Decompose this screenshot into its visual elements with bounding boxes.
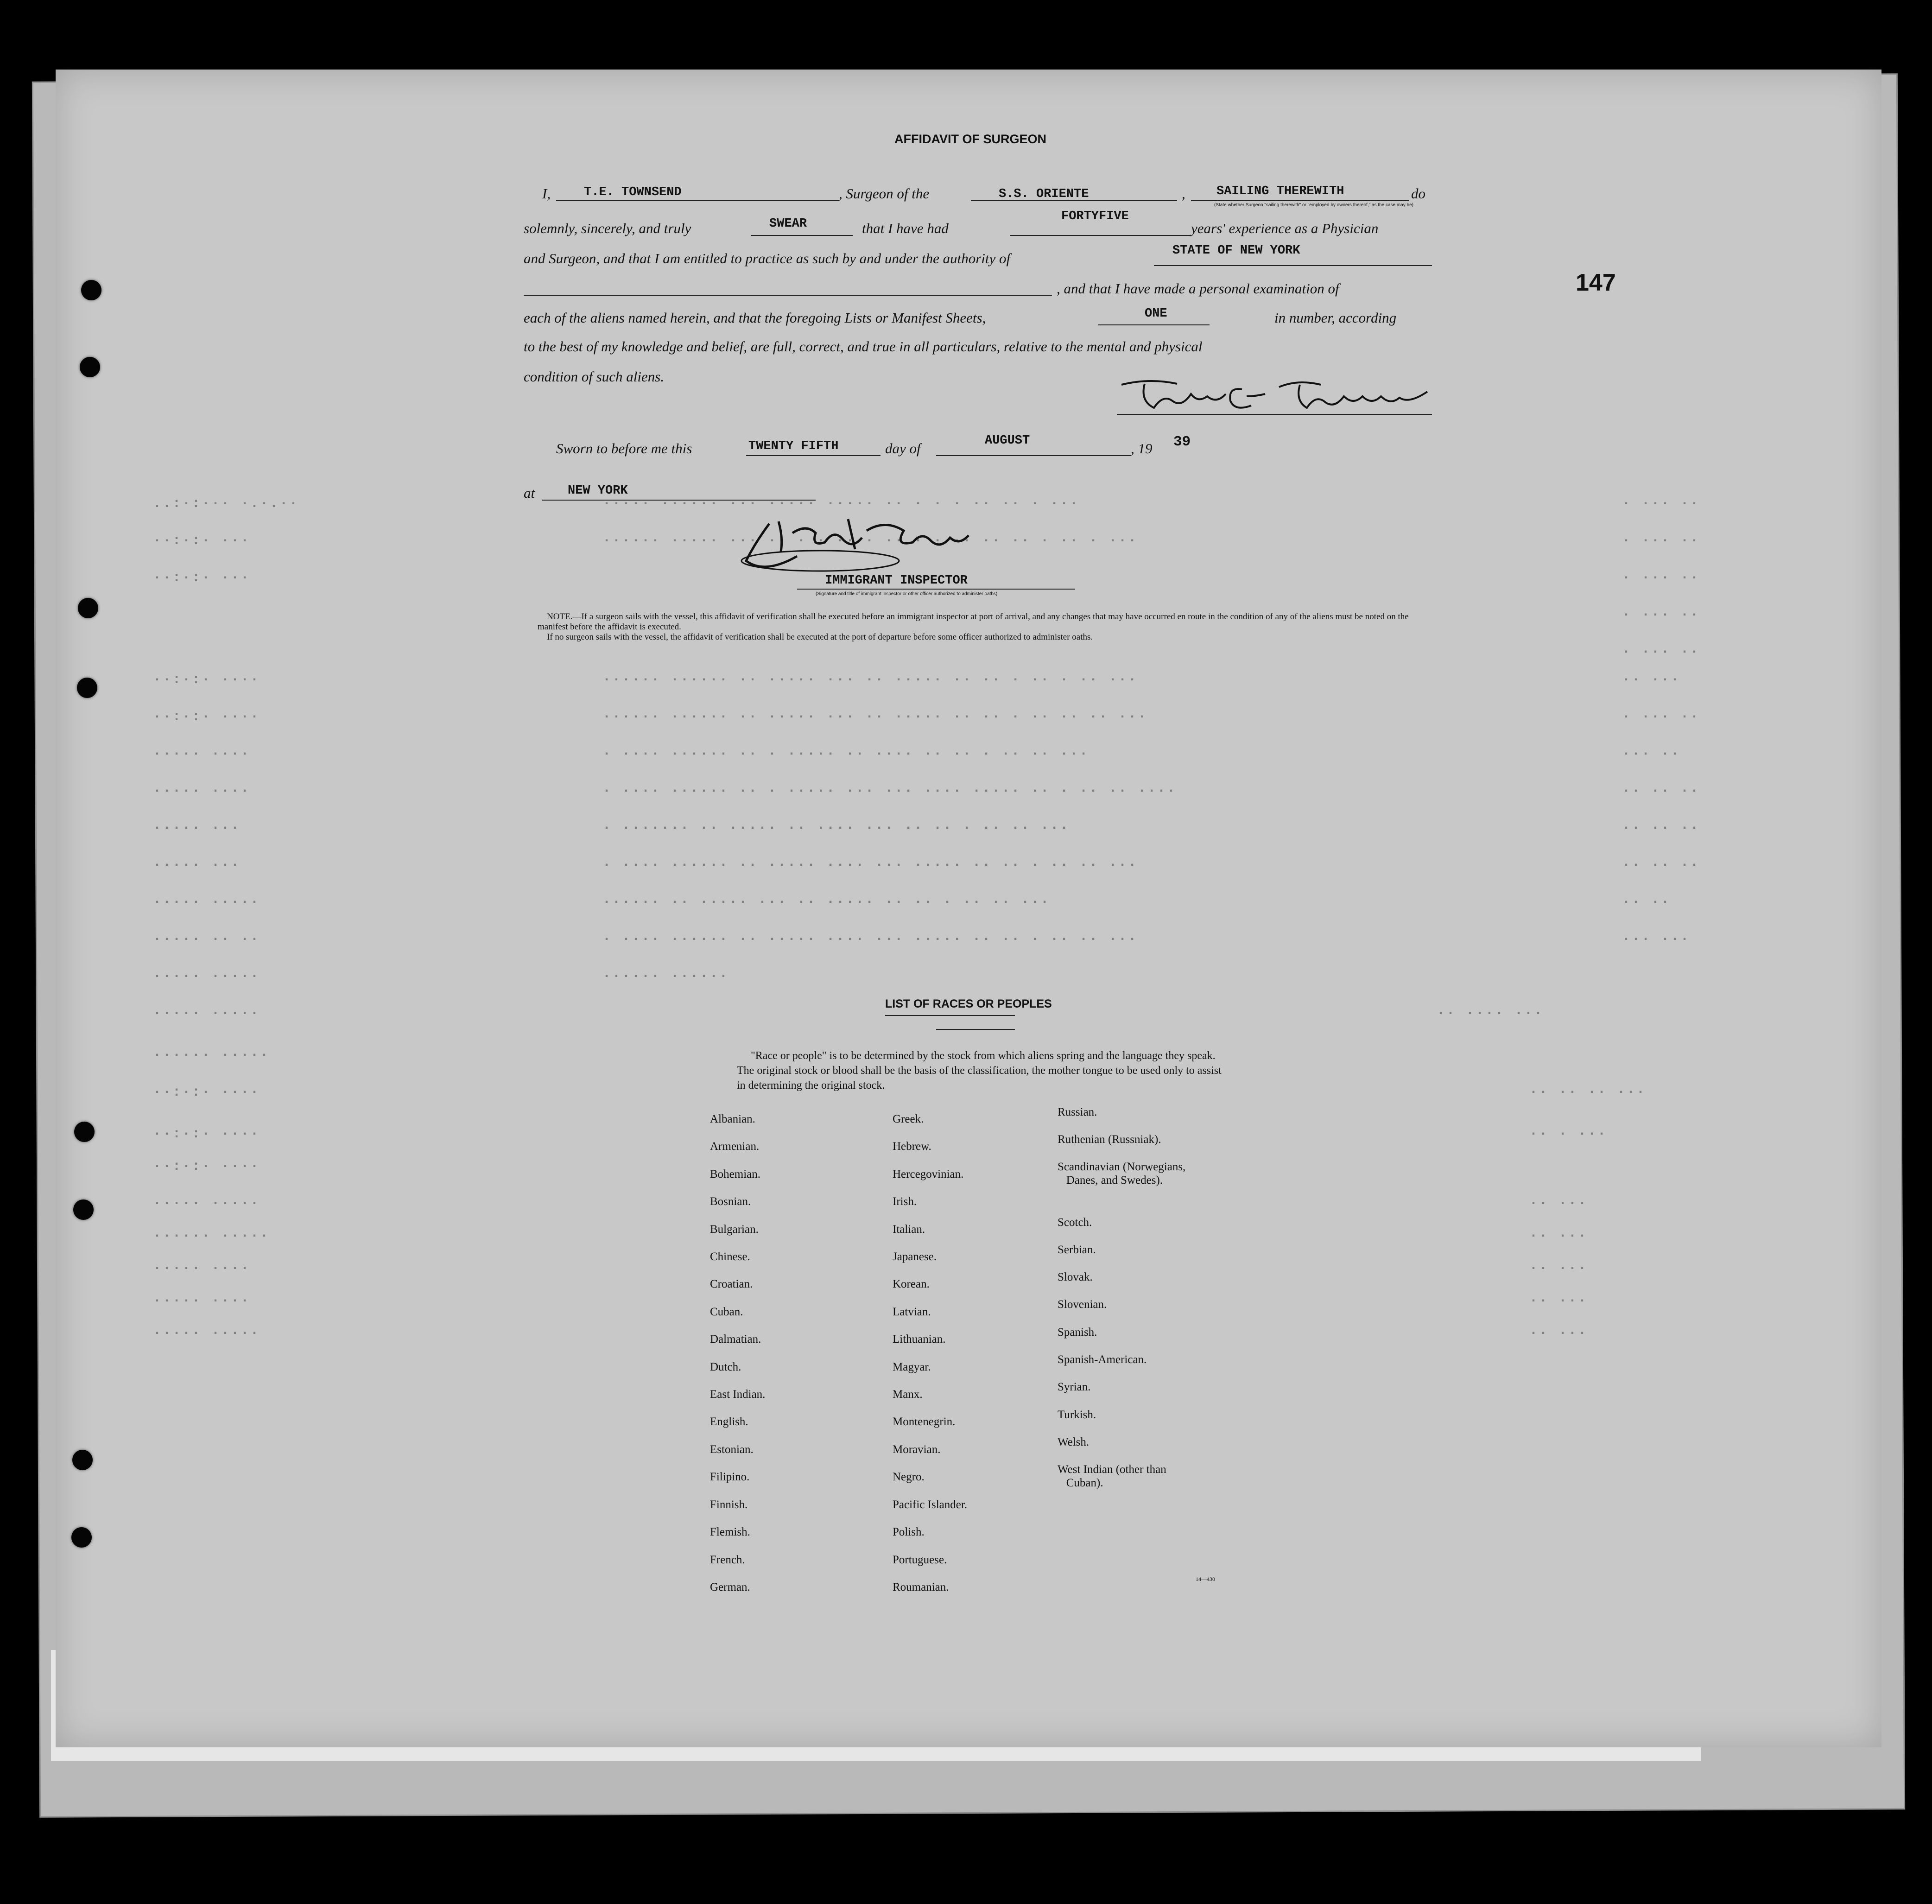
race-item: Italian. <box>893 1223 925 1236</box>
punch-hole <box>74 1122 95 1142</box>
affidavit-text: and Surgeon, and that I am entitled to practice as such by and under the authority of <box>524 250 1011 267</box>
race-item: Estonian. <box>710 1443 754 1456</box>
vessel-name: S.S. ORIENTE <box>999 187 1089 201</box>
affidavit-line-7: condition of such aliens. <box>524 368 665 385</box>
affidavit-text: do <box>1411 185 1425 202</box>
note-text: NOTE.—If a surgeon sails with the vessel, this affidavit of verification shall be executed before an immigrant inspector at port of arrival, and any changes that may have occurred en route in the condition of any of the aliens must be noted on the manifest before the affidavit is executed. <box>538 612 1409 632</box>
race-item: Spanish. <box>1058 1326 1097 1339</box>
race-item: German. <box>710 1580 750 1593</box>
races-column-1 <box>710 1105 765 1601</box>
sworn-year: 39 <box>1173 434 1191 450</box>
race-item: Korean. <box>893 1278 930 1291</box>
sworn-place: NEW YORK <box>568 484 628 498</box>
race-item: Dalmatian. <box>710 1333 761 1346</box>
affidavit-text: years' experience as a Physician <box>1191 220 1379 236</box>
affidavit-text: each of the aliens named herein, and that the foregoing Lists or Manifest Sheets, <box>524 310 986 326</box>
sailing-status-note: (State whether Surgeon "sailing therewith" or "employed by owners thereof," as the case may be) <box>1214 203 1413 208</box>
inspector-note: (Signature and title of immigrant inspector or other officer authorized to administer oaths) <box>816 591 998 597</box>
authority: STATE OF NEW YORK <box>1172 244 1300 258</box>
race-item: French. <box>710 1553 745 1566</box>
sworn-month: AUGUST <box>985 434 1030 448</box>
race-item: Hebrew. <box>893 1140 931 1153</box>
race-item: West Indian (other than Cuban). <box>1058 1463 1166 1489</box>
race-item: Pacific Islander. <box>893 1498 968 1511</box>
race-item: Syrian. <box>1058 1381 1091 1393</box>
races-description: "Race or people" is to be determined by the stock from which aliens spring and the language they speak. The original stock or blood shall be the basis of the classification, the mother tongue to be used only to assist in determining the original stock. <box>737 1050 1222 1092</box>
race-item: Welsh. <box>1058 1436 1090 1448</box>
race-item: East Indian. <box>710 1388 766 1401</box>
form-number: 14—430 <box>1196 1576 1215 1582</box>
race-item: Turkish. <box>1058 1409 1096 1421</box>
race-item: Polish. <box>893 1526 925 1539</box>
punch-hole <box>77 678 97 698</box>
punch-hole <box>72 1450 93 1470</box>
race-item: Portuguese. <box>893 1553 947 1566</box>
race-item: English. <box>710 1415 748 1428</box>
race-item: Montenegrin. <box>893 1415 956 1428</box>
race-item: Serbian. <box>1058 1244 1096 1256</box>
affidavit-note <box>538 612 1432 642</box>
race-item: Slovenian. <box>1058 1298 1107 1311</box>
race-item: Greek. <box>893 1113 924 1125</box>
affidavit-text: , 19 <box>1131 440 1153 457</box>
punch-hole <box>73 1200 94 1220</box>
race-item: Cuban. <box>710 1305 743 1318</box>
affidavit-title: AFFIDAVIT OF SURGEON <box>894 132 1046 146</box>
race-item: Bosnian. <box>710 1195 751 1208</box>
race-item: Manx. <box>893 1388 923 1401</box>
race-item: Bulgarian. <box>710 1223 759 1236</box>
surgeon-name: T.E. TOWNSEND <box>584 185 682 199</box>
race-item: Lithuanian. <box>893 1333 946 1346</box>
affidavit-text: , <box>1182 185 1185 202</box>
race-item: Albanian. <box>710 1113 755 1125</box>
race-item: Spanish-American. <box>1058 1353 1147 1366</box>
race-item: Russian. <box>1058 1106 1097 1118</box>
race-item: Filipino. <box>710 1471 750 1484</box>
affidavit-text: I, <box>542 185 551 202</box>
page-number: 147 <box>1576 269 1616 296</box>
race-item: Hercegovinian. <box>893 1168 964 1180</box>
race-item: Latvian. <box>893 1305 931 1318</box>
punch-hole <box>80 357 100 377</box>
races-title: LIST OF RACES OR PEOPLES <box>885 997 1052 1010</box>
race-item: Magyar. <box>893 1360 931 1373</box>
oath-type: SWEAR <box>769 217 807 231</box>
races-column-2 <box>893 1105 967 1601</box>
affidavit-text: solemnly, sincerely, and truly <box>524 220 691 236</box>
race-item: Flemish. <box>710 1526 750 1539</box>
affidavit-text: Sworn to before me this <box>556 440 692 457</box>
punch-hole <box>71 1527 92 1548</box>
affidavit-text: , Surgeon of the <box>839 185 930 202</box>
surgeon-signature <box>1112 375 1437 419</box>
affidavit-text: day of <box>885 440 921 457</box>
sheet-count: ONE <box>1145 307 1167 321</box>
affidavit-text: that I have had <box>862 220 949 236</box>
race-item: Chinese. <box>710 1250 750 1263</box>
race-item: Croatian. <box>710 1278 753 1291</box>
affidavit-text: at <box>524 485 535 501</box>
race-item: Dutch. <box>710 1360 741 1373</box>
affidavit-text: , and that I have made a personal examination of <box>1057 280 1339 297</box>
race-item: Slovak. <box>1058 1271 1093 1283</box>
punch-hole <box>81 280 101 300</box>
race-item: Bohemian. <box>710 1168 761 1180</box>
race-item: Ruthenian (Russniak). <box>1058 1133 1161 1146</box>
race-item: Scandinavian (Norwegians, Danes, and Swedes). <box>1058 1161 1186 1187</box>
race-item: Irish. <box>893 1195 917 1208</box>
years-experience: FORTYFIVE <box>1061 209 1129 223</box>
punch-hole <box>78 598 98 618</box>
race-item: Negro. <box>893 1471 925 1484</box>
affidavit-text: in number, according <box>1274 310 1397 326</box>
race-item: Armenian. <box>710 1140 760 1153</box>
sailing-status: SAILING THEREWITH <box>1216 184 1344 198</box>
race-item: Japanese. <box>893 1250 937 1263</box>
sworn-day: TWENTY FIFTH <box>748 439 839 453</box>
affidavit-line-6: to the best of my knowledge and belief, are full, correct, and true in all particulars, relative to the mental and physical <box>524 338 1203 355</box>
race-item: Scotch. <box>1058 1216 1092 1229</box>
inspector-signature <box>737 505 996 582</box>
race-item: Finnish. <box>710 1498 748 1511</box>
race-item: Roumanian. <box>893 1580 949 1593</box>
note-text-2: If no surgeon sails with the vessel, the affidavit of verification shall be executed at the port of departure before some officer authorized to administer oaths. <box>547 632 1093 642</box>
inspector-title: IMMIGRANT INSPECTOR <box>825 574 968 588</box>
race-item: Moravian. <box>893 1443 941 1456</box>
